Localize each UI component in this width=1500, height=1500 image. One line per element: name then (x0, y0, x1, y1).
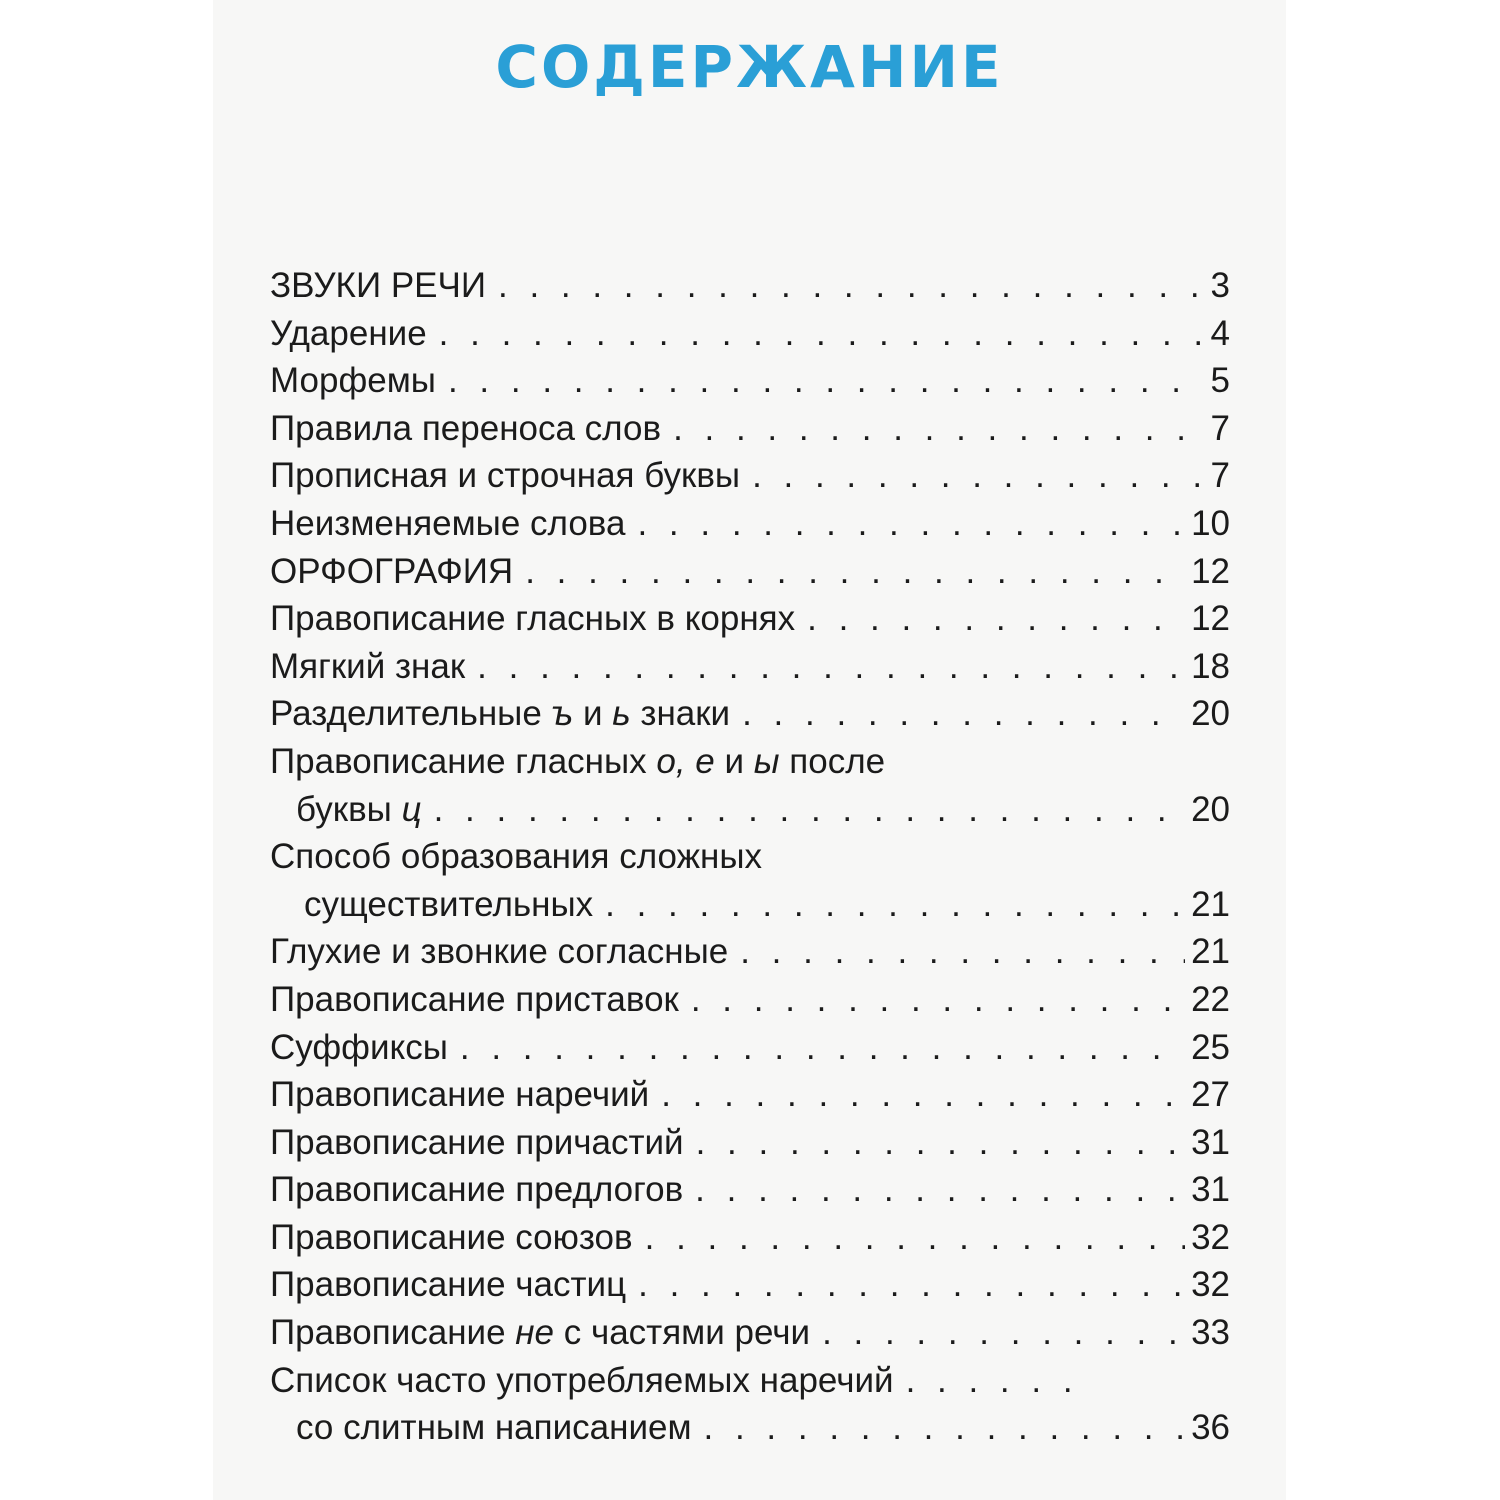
toc-page-number: 21 (1191, 884, 1230, 924)
toc-entry-label: Суффиксы (270, 1027, 448, 1067)
toc-entry (270, 1214, 1230, 1262)
toc-entry-continuation (270, 881, 1230, 929)
toc-entry-label: Мягкий знак (270, 646, 466, 686)
toc-entry (270, 976, 1230, 1024)
toc-entry (270, 738, 1230, 786)
toc-leader-dots (605, 881, 1185, 929)
toc-entry (270, 262, 1230, 310)
toc-entry (270, 405, 1230, 453)
toc-leader-dots (477, 643, 1185, 691)
toc-entry-label: Прописная и строчная буквы (270, 456, 741, 496)
toc-entry-label: ЗВУКИ РЕЧИ (270, 266, 486, 305)
toc-leader-dots (691, 976, 1185, 1024)
label-text: Правописание гласных (270, 741, 657, 781)
toc-entry (270, 928, 1230, 976)
letter-ts: ц (401, 789, 422, 829)
toc-page-number: 20 (1191, 789, 1230, 829)
toc-entry-label (296, 786, 422, 834)
toc-entry-label: Глухие и звонкие согласные (270, 932, 729, 972)
toc-page-number: 32 (1191, 1217, 1230, 1257)
toc-entry-label: ОРФОГРАФИЯ (270, 551, 514, 591)
toc-entry (270, 357, 1230, 405)
toc-page-number: 27 (1191, 1075, 1230, 1115)
table-of-contents (270, 262, 1230, 1452)
particle-ne: не (515, 1313, 555, 1353)
toc-entry (270, 500, 1230, 548)
toc-page-number: 5 (1210, 361, 1230, 401)
label-text: Разделительные (270, 694, 552, 734)
toc-leader-dots (525, 548, 1185, 596)
toc-entry (270, 1357, 1230, 1405)
toc-page-number: 3 (1210, 266, 1230, 305)
toc-leader-dots (742, 690, 1185, 738)
toc-leader-dots (434, 786, 1185, 834)
toc-entry (270, 690, 1230, 738)
toc-entry (270, 548, 1230, 596)
toc-entry-label: Правописание приставок (270, 979, 679, 1019)
toc-entry (270, 452, 1230, 500)
label-text: и (714, 741, 754, 781)
toc-entry-label: Правила переноса слов (270, 408, 662, 448)
toc-leader-dots (752, 452, 1204, 500)
toc-entry-label: Способ образования сложных (270, 837, 762, 877)
toc-entry (270, 1261, 1230, 1309)
toc-entry-label: со слитным написанием (296, 1408, 692, 1448)
toc-leader-dots (448, 357, 1205, 405)
toc-page-number: 31 (1191, 1122, 1230, 1162)
toc-page-number: 32 (1191, 1265, 1230, 1305)
book-page (213, 0, 1286, 1500)
toc-page-number: 20 (1191, 694, 1230, 734)
toc-entry (270, 310, 1230, 358)
toc-leader-dots (439, 310, 1205, 358)
hard-sign-letter: ъ (551, 694, 574, 734)
toc-entry-label: Ударение (270, 313, 427, 353)
label-text: после (779, 741, 886, 781)
toc-entry (270, 833, 1230, 881)
label-text: и (573, 694, 613, 734)
toc-entry (270, 1166, 1230, 1214)
toc-entry-label: Правописание гласных в корнях (270, 599, 796, 639)
toc-leader-dots (906, 1357, 1084, 1405)
toc-leader-dots (498, 262, 1205, 310)
toc-entry-label: существительных (304, 884, 594, 924)
vowel-letter: ы (753, 741, 780, 781)
toc-entry-label: Правописание предлогов (270, 1170, 684, 1210)
label-text: знаки (630, 694, 731, 734)
toc-page-number: 36 (1191, 1408, 1230, 1448)
toc-leader-dots (740, 928, 1185, 976)
toc-leader-dots (695, 1166, 1185, 1214)
toc-entry (270, 1119, 1230, 1167)
toc-entry-label: Морфемы (270, 361, 436, 401)
toc-leader-dots (673, 405, 1204, 453)
toc-entry-label: Правописание причастий (270, 1122, 684, 1162)
label-text: буквы (296, 789, 402, 829)
toc-entry (270, 643, 1230, 691)
toc-page-number: 12 (1191, 551, 1230, 591)
toc-page-number: 22 (1191, 979, 1230, 1019)
toc-entry-label (270, 1309, 810, 1357)
toc-page-number: 4 (1210, 313, 1230, 353)
toc-page-number: 7 (1210, 456, 1230, 496)
toc-entry-label: Неизменяемые слова (270, 503, 626, 543)
toc-leader-dots (645, 1214, 1185, 1262)
toc-entry (270, 1309, 1230, 1357)
toc-leader-dots (696, 1119, 1185, 1167)
toc-page-number: 12 (1191, 599, 1230, 639)
toc-entry-continuation (270, 1404, 1230, 1452)
soft-sign-letter: ь (612, 694, 631, 734)
toc-page-number: 21 (1191, 932, 1230, 972)
toc-leader-dots (807, 595, 1185, 643)
toc-page-number: 18 (1191, 646, 1230, 686)
toc-page-number: 31 (1191, 1170, 1230, 1210)
toc-page-number: 33 (1191, 1313, 1230, 1353)
label-text: с частями речи (554, 1313, 811, 1353)
toc-leader-dots (638, 1261, 1185, 1309)
toc-entry-label (270, 690, 730, 738)
toc-entry-label: Правописание частиц (270, 1265, 627, 1305)
vowel-letters: о, е (656, 741, 715, 781)
toc-entry (270, 1071, 1230, 1119)
toc-leader-dots (822, 1309, 1185, 1357)
toc-entry-label: Список часто употребляемых наречий (270, 1360, 894, 1400)
toc-entry-label: Правописание союзов (270, 1217, 633, 1257)
toc-entry-continuation (270, 786, 1230, 834)
label-text: Правописание (270, 1313, 516, 1353)
toc-entry-label: Правописание наречий (270, 1075, 650, 1115)
toc-entry-label (270, 738, 885, 786)
toc-entry (270, 595, 1230, 643)
toc-entry (270, 1024, 1230, 1072)
toc-leader-dots (704, 1404, 1186, 1452)
toc-page-number: 10 (1191, 503, 1230, 543)
toc-leader-dots (661, 1071, 1185, 1119)
toc-leader-dots (460, 1024, 1185, 1072)
toc-page-number: 25 (1191, 1027, 1230, 1067)
page-title: СОДЕРЖАНИЕ (495, 33, 1004, 101)
toc-page-number: 7 (1210, 408, 1230, 448)
toc-leader-dots (637, 500, 1185, 548)
